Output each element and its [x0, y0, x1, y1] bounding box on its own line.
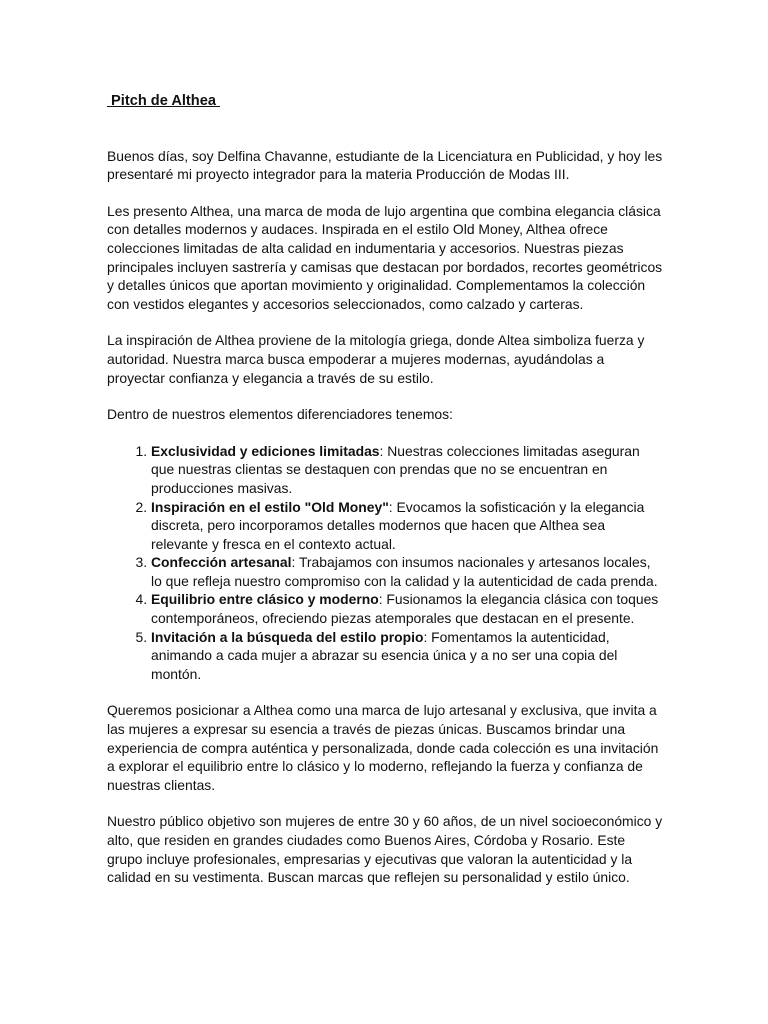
list-item-heading: Confección artesanal — [151, 554, 292, 571]
list-item-heading: Inspiración en el estilo "Old Money" — [151, 498, 389, 515]
list-item-heading: Equilibrio entre clásico y moderno — [151, 591, 379, 608]
list-item-text: : Trabajamos con insumos nacionales y artesanos locales, lo que refleja nuestro compromiso con la calidad y la autenticidad de cada prenda. — [151, 554, 658, 589]
list-item-heading: Exclusividad y ediciones limitadas — [151, 442, 380, 459]
differentiators-list — [107, 442, 663, 684]
differentiators-intro-paragraph: Dentro de nuestros elementos diferenciadores tenemos: — [107, 406, 453, 423]
inspiration-paragraph: La inspiración de Althea proviene de la mitología griega, donde Altea simboliza fuerza y autoridad. Nuestra marca busca empoderar a mujeres modernas, ayudándolas a proyectar confianza y elegancia a través de su estilo. — [107, 332, 645, 386]
intro-paragraph: Buenos días, soy Delfina Chavanne, estudiante de la Licenciatura en Publicidad, y hoy les presentaré mi proyecto integrador para la materia Producción de Modas III. — [107, 147, 663, 183]
list-item-text: : Evocamos la sofisticación y la elegancia discreta, pero incorporamos detalles modernos que hacen que Althea sea relevante y fresca en el contexto actual. — [151, 498, 645, 552]
list-item-heading: Invitación a la búsqueda del estilo propio — [151, 628, 424, 645]
document-title: Pitch de Althea — [107, 93, 220, 109]
list-item — [151, 442, 663, 498]
list-item-text: : Fusionamos la elegancia clásica con toques contemporáneos, ofreciendo piezas atemporales que destacan en el presente. — [151, 591, 659, 627]
target-audience-paragraph: Nuestro público objetivo son mujeres de entre 30 y 60 años, de un nivel socioeconómico y alto, que residen en grandes ciudades como Buenos Aires, Córdoba y Rosario. Este grupo incluye profesionales, empresarias y ejecutivas que valoran la autenticidad y la calidad en su vestimenta. Buscan marcas que reflejen su personalidad y estilo único. — [107, 813, 663, 886]
brand-description-paragraph: Les presento Althea, una marca de moda de lujo argentina que combina elegancia clásica con detalles modernos y audaces. Inspirada en el estilo Old Money, Althea ofrece colecciones limitadas de alta calidad en indumentaria y accesorios. Nuestras piezas principales incluyen sastrería y camisas que destacan por bordados, recortes geométricos y detalles únicos que aportan movimiento y originalidad. Complementamos la colección con vestidos elegantes y accesorios seleccionados, como calzado y carteras. — [107, 202, 663, 312]
list-item-text: : Fomentamos la autenticidad, animando a cada mujer a abrazar su esencia única y a no ser una copia del montón. — [151, 628, 618, 682]
list-item — [151, 498, 663, 554]
list-item — [151, 590, 663, 627]
list-item — [151, 553, 663, 590]
document-page — [107, 92, 663, 887]
list-item — [151, 628, 663, 684]
positioning-paragraph: Queremos posicionar a Althea como una marca de lujo artesanal y exclusiva, que invita a las mujeres a expresar su esencia a través de piezas únicas. Buscamos brindar una experiencia de compra auténtica y personalizada, donde cada colección es una invitación a explorar el equilibrio entre lo clásico y lo moderno, reflejando la fuerza y confianza de nuestras clientas. — [107, 702, 659, 793]
list-item-text: : Nuestras colecciones limitadas aseguran que nuestras clientas se destaquen con prendas que no se encuentran en producciones masivas. — [151, 442, 640, 496]
